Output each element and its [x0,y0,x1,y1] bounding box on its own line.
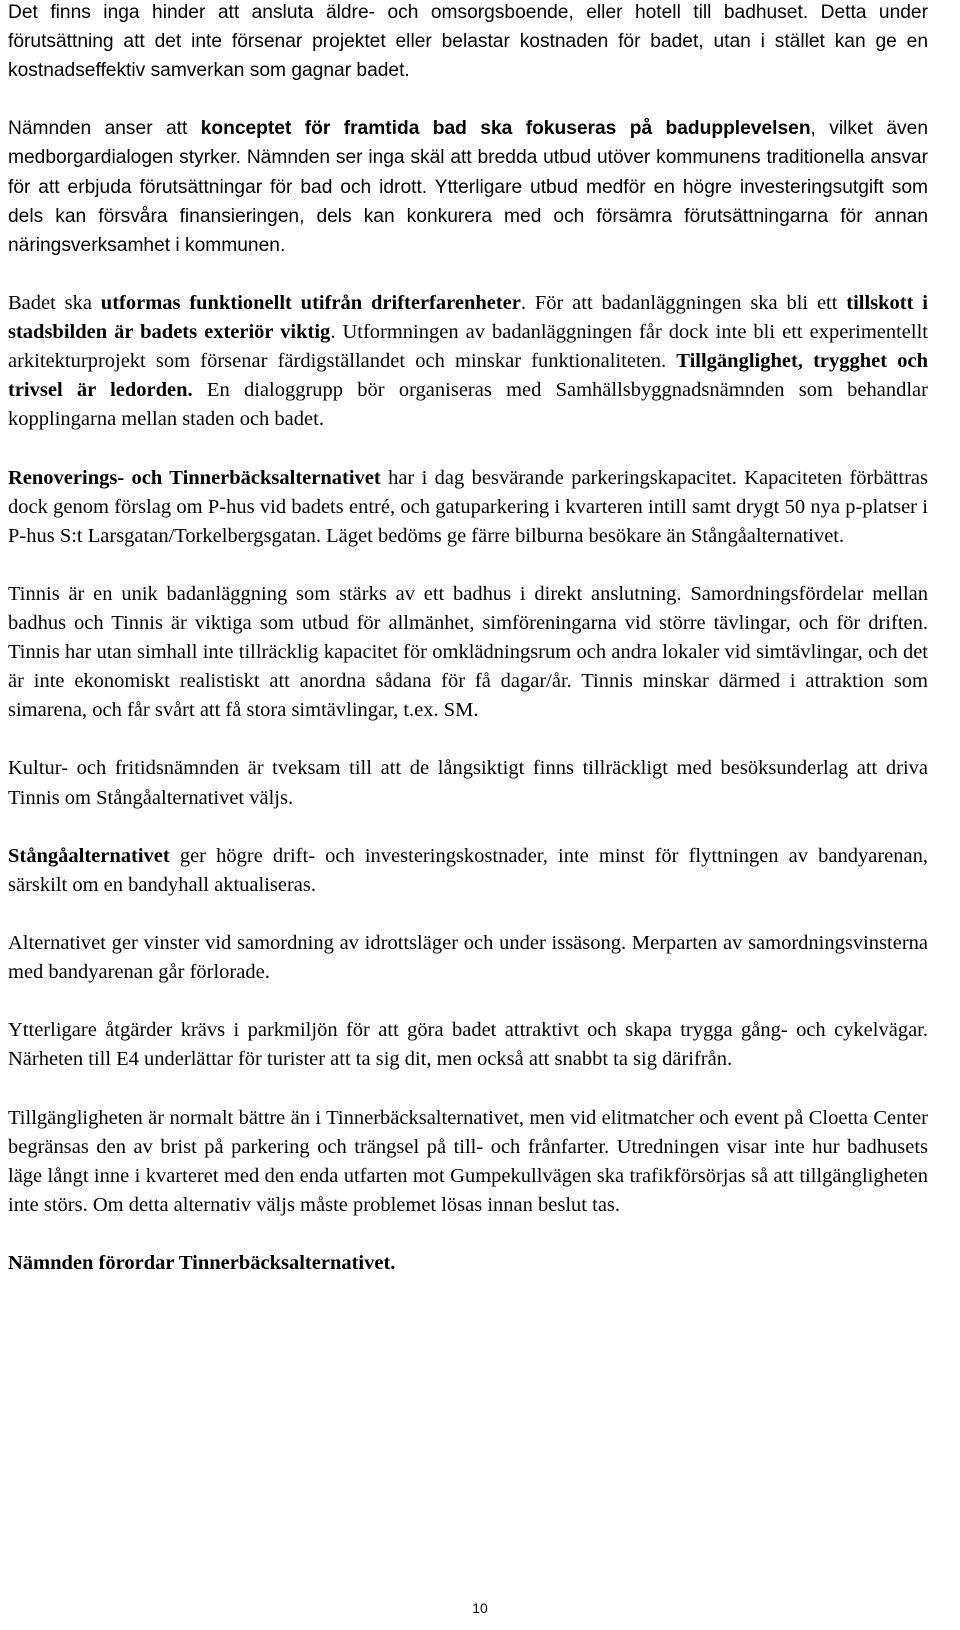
paragraph-text: Badet ska [8,291,101,314]
paragraph-text: Tillgängligheten är normalt bättre än i Tinnerbäcksalternativet, men vid elitmatcher och event på Cloetta Center begränsas den av brist på parkering och trängsel på till- och frånfarter. Utredningen visar inte hur badhusets läge långt inne i kvarteret med den enda utfarten mot Gumpekullvägen ska trafikförsörjas så att tillgängligheten inte störs. Om detta alternativ väljs måste problemet lösas innan beslut tas. [8,1106,928,1216]
paragraph [8,929,928,987]
paragraph-emphasis: Tillgänglighet, trygghet och trivsel är ledorden. [8,350,929,402]
paragraph [8,754,928,812]
paragraph [8,0,928,85]
paragraph [8,289,928,434]
paragraph [8,842,928,900]
paragraph [8,114,928,259]
paragraph-emphasis: konceptet för framtida bad ska fokuseras på badupplevelsen [200,118,811,140]
paragraph [8,1104,928,1220]
paragraph-text: Det finns inga hinder att ansluta äldre- och omsorgsboende, eller hotell till badhuset. Detta under förutsättning att det inte försenar projektet eller belastar kostnaden för badet, utan i stället kan ge en kostnadseffektiv samverkan som gagnar badet. [8,2,928,82]
paragraph-text: Nämnden anser att [8,118,201,140]
paragraph-emphasis: tillskott i stadsbilden är badets exteriör viktig [8,291,928,344]
paragraph-emphasis: Renoverings- och Tinnerbäcksalternativet [8,466,381,489]
paragraph-text: har i dag besvärande parkeringskapacitet. Kapaciteten förbättras dock genom förslag om P-hus vid badets entré, och gatuparkering i kvarteren intill samt drygt 50 nya p-platser i P-hus S:t Larsgatan/Torkelbergsgatan. Läget bedöms ge färre bilburna besökare än Stångåalternativet. [8,466,929,547]
paragraph-emphasis: Stångåalternativet [8,844,170,867]
paragraph-text: Tinnis är en unik badanläggning som stärks av ett badhus i direkt anslutning. Samordningsfördelar mellan badhus och Tinnis är viktiga som utbud för allmänhet, simföreningarna vid större tävlingar, och för driften. Tinnis har utan simhall inte tillräcklig kapacitet för omklädningsrum och andra lokaler vid simtävlingar, och det är inte ekonomiskt realistiskt att anordna sådana för få dagar/år. Tinnis minskar därmed i attraktion som simarena, och får svårt att få stora simtävlingar, t.ex. SM. [8,582,928,722]
paragraph-text: Kultur- och fritidsnämnden är tveksam till att de långsiktigt finns tillräckligt med besöksunderlag att driva Tinnis om Stångåalternativet väljs. [8,757,928,809]
paragraph-text: ger högre drift- och investeringskostnader, inte minst för flyttningen av bandyarenan, särskilt om en bandyhall aktualiseras. [8,844,928,896]
document-body [8,0,928,1307]
paragraph [8,1016,928,1074]
paragraph-text: En dialoggrupp bör organiseras med Samhällsbyggnadsnämnden som behandlar kopplingarna mellan staden och badet. [8,379,928,431]
paragraph-text: , vilket även medborgardialogen styrker. Nämnden ser inga skäl att bredda utbud utöver kommunens traditionella ansvar för att erbjuda förutsättningar för bad och idrott. Ytterligare utbud medför en högre investeringsutgift som dels kan försvåra finansieringen, dels kan konkurera med och försämra förutsättningarna för annan näringsverksamhet i kommunen. [8,118,928,256]
paragraph [8,464,928,551]
paragraph-text: Ytterligare åtgärder krävs i parkmiljön för att göra badet attraktivt och skapa trygga gång- och cykelvägar. Närheten till E4 underlättar för turister att ta sig dit, men också att snabbt ta sig därifrån. [8,1019,928,1071]
paragraph-emphasis: utformas funktionellt utifrån drifterfarenheter [100,291,521,314]
paragraph-text: Alternativet ger vinster vid samordning av idrottsläger och under issäsong. Merparten av samordningsvinsterna med bandyarenan går förlorade. [8,932,928,984]
paragraph-text: . För att badanläggningen ska bli ett [520,291,847,314]
paragraph-emphasis: Nämnden förordar Tinnerbäcksalternativet. [8,1252,396,1275]
conclusion-paragraph [8,1249,928,1278]
paragraph [8,580,928,725]
paragraph-text: . Utformningen av badanläggningen får dock inte bli ett experimentellt arkitekturprojekt som försenar färdigställandet och minskar funktionaliteten. [8,321,928,373]
page-number: 10 [472,1600,488,1616]
